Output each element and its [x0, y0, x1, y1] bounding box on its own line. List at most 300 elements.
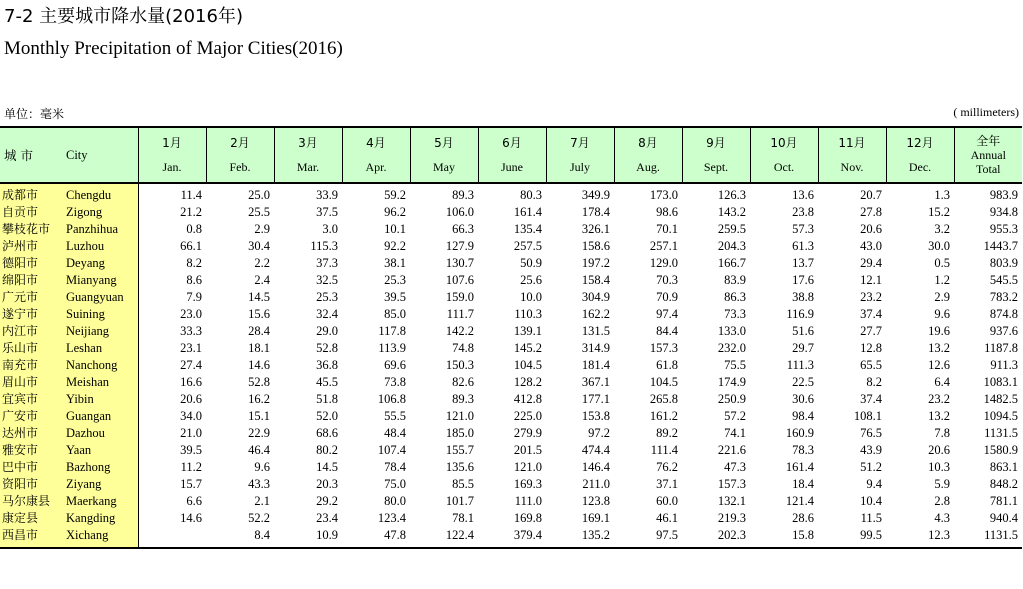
city-name-english: Xichang	[62, 527, 138, 548]
total-label-en-annual: Annual	[970, 148, 1006, 162]
city-name-english: Mianyang	[62, 272, 138, 289]
monthly-value: 4.3	[934, 511, 950, 525]
month-label-en: Feb.	[229, 160, 251, 174]
city-name-chinese: 自贡市	[0, 204, 62, 221]
monthly-value: 162.2	[581, 307, 610, 321]
monthly-value: 20.7	[860, 188, 882, 202]
monthly-value: 279.9	[513, 426, 542, 440]
city-name-english: Panzhihua	[62, 221, 138, 238]
monthly-value	[138, 527, 206, 548]
monthly-value: 16.6	[180, 375, 202, 389]
table-row	[0, 357, 1022, 374]
monthly-value: 55.5	[384, 409, 406, 423]
page-title-chinese: 7-2 主要城市降水量(2016年)	[4, 6, 243, 27]
table-row	[0, 442, 1022, 459]
city-name-chinese: 广安市	[0, 408, 62, 425]
monthly-value: 85.5	[452, 477, 474, 491]
table-row	[0, 272, 1022, 289]
city-name-english: Maerkang	[62, 493, 138, 510]
monthly-value: 10.0	[520, 290, 542, 304]
table-header	[0, 127, 1022, 183]
monthly-value: 123.8	[581, 494, 610, 508]
monthly-value: 12.8	[860, 341, 882, 355]
monthly-value: 14.5	[248, 290, 270, 304]
monthly-value: 18.1	[248, 341, 270, 355]
month-label-en: Apr.	[365, 160, 387, 174]
table-row	[0, 323, 1022, 340]
monthly-value: 80.0	[384, 494, 406, 508]
monthly-value: 128.2	[513, 375, 542, 389]
annual-total-value: 783.2	[989, 290, 1018, 304]
monthly-value: 157.3	[717, 477, 746, 491]
monthly-value: 98.4	[792, 409, 814, 423]
city-name-chinese: 内江市	[0, 323, 62, 340]
monthly-value: 89.3	[452, 188, 474, 202]
monthly-value: 30.6	[792, 392, 814, 406]
annual-total-value: 863.1	[989, 460, 1018, 474]
annual-total-value: 1131.5	[984, 426, 1018, 440]
monthly-value: 250.9	[717, 392, 746, 406]
monthly-value: 29.4	[860, 256, 882, 270]
monthly-value: 28.6	[792, 511, 814, 525]
monthly-value: 7.9	[186, 290, 202, 304]
monthly-value: 113.9	[378, 341, 406, 355]
monthly-value: 111.3	[786, 358, 814, 372]
monthly-value: 15.7	[180, 477, 202, 491]
city-name-english: Leshan	[62, 340, 138, 357]
monthly-value: 15.8	[750, 527, 818, 548]
header-month-apr	[342, 127, 410, 183]
monthly-value: 121.0	[513, 460, 542, 474]
monthly-value: 121.0	[445, 409, 474, 423]
monthly-value: 29.0	[316, 324, 338, 338]
city-name-english: Kangding	[62, 510, 138, 527]
annual-total-value: 983.9	[989, 188, 1018, 202]
city-name-chinese: 雅安市	[0, 442, 62, 459]
monthly-value: 158.6	[581, 239, 610, 253]
monthly-value: 80.2	[316, 443, 338, 457]
monthly-value: 20.6	[180, 392, 202, 406]
monthly-value: 204.3	[717, 239, 746, 253]
city-name-chinese: 德阳市	[0, 255, 62, 272]
monthly-value: 73.8	[384, 375, 406, 389]
monthly-value: 181.4	[581, 358, 610, 372]
monthly-value: 43.9	[860, 443, 882, 457]
monthly-value: 202.3	[682, 527, 750, 548]
monthly-value: 37.1	[656, 477, 678, 491]
table-body	[0, 183, 1022, 548]
month-label-cn: 6月	[502, 136, 522, 150]
monthly-value: 133.0	[717, 324, 746, 338]
month-label-cn: 5月	[434, 136, 454, 150]
monthly-value: 52.8	[248, 375, 270, 389]
annual-total-value: 937.6	[989, 324, 1018, 338]
city-name-english: Dazhou	[62, 425, 138, 442]
monthly-value: 61.3	[792, 239, 814, 253]
month-label-cn: 9月	[706, 136, 726, 150]
city-name-english: Zigong	[62, 204, 138, 221]
monthly-value: 117.8	[378, 324, 406, 338]
monthly-value: 219.3	[717, 511, 746, 525]
annual-total-value: 848.2	[989, 477, 1018, 491]
monthly-value: 39.5	[180, 443, 202, 457]
header-annual-total	[954, 127, 1022, 183]
month-label-cn: 7月	[570, 136, 590, 150]
monthly-value: 46.4	[248, 443, 270, 457]
monthly-value: 97.2	[588, 426, 610, 440]
monthly-value: 107.6	[445, 273, 474, 287]
monthly-value: 11.5	[860, 511, 882, 525]
annual-total-value: 1187.8	[984, 341, 1018, 355]
monthly-value: 11.4	[180, 188, 202, 202]
monthly-value: 75.5	[724, 358, 746, 372]
monthly-value: 68.6	[316, 426, 338, 440]
monthly-value: 14.6	[248, 358, 270, 372]
table-row	[0, 374, 1022, 391]
monthly-value: 21.0	[180, 426, 202, 440]
monthly-value: 52.8	[316, 341, 338, 355]
monthly-value: 23.0	[180, 307, 202, 321]
monthly-value: 11.2	[180, 460, 202, 474]
annual-total-value: 874.8	[989, 307, 1018, 321]
monthly-value: 145.2	[513, 341, 542, 355]
monthly-value: 27.8	[860, 205, 882, 219]
monthly-value: 34.0	[180, 409, 202, 423]
monthly-value: 43.0	[860, 239, 882, 253]
header-month-oct	[750, 127, 818, 183]
city-name-chinese: 达州市	[0, 425, 62, 442]
monthly-value: 1.2	[934, 273, 950, 287]
monthly-value: 111.4	[650, 443, 678, 457]
monthly-value: 108.1	[853, 409, 882, 423]
city-name-chinese: 马尔康县	[0, 493, 62, 510]
monthly-value: 18.4	[792, 477, 814, 491]
monthly-value: 74.8	[452, 341, 474, 355]
monthly-value: 169.3	[513, 477, 542, 491]
monthly-value: 30.0	[928, 239, 950, 253]
monthly-value: 23.1	[180, 341, 202, 355]
monthly-value: 150.3	[445, 358, 474, 372]
monthly-value: 25.0	[248, 188, 270, 202]
table-row	[0, 476, 1022, 493]
monthly-value: 45.5	[316, 375, 338, 389]
monthly-value: 20.6	[860, 222, 882, 236]
monthly-value: 74.1	[724, 426, 746, 440]
city-name-english: Chengdu	[62, 183, 138, 204]
city-name-chinese: 乐山市	[0, 340, 62, 357]
monthly-value: 10.9	[274, 527, 342, 548]
header-month-july	[546, 127, 614, 183]
city-name-chinese: 遂宁市	[0, 306, 62, 323]
monthly-value: 96.2	[384, 205, 406, 219]
month-label-en: Mar.	[296, 160, 320, 174]
precipitation-table	[0, 126, 1022, 549]
monthly-value: 23.2	[860, 290, 882, 304]
monthly-value: 161.2	[649, 409, 678, 423]
monthly-value: 86.3	[724, 290, 746, 304]
city-name-chinese: 宜宾市	[0, 391, 62, 408]
month-label-cn: 3月	[298, 136, 318, 150]
monthly-value: 155.7	[445, 443, 474, 457]
monthly-value: 61.8	[656, 358, 678, 372]
monthly-value: 70.3	[656, 273, 678, 287]
monthly-value: 412.8	[513, 392, 542, 406]
monthly-value: 143.2	[717, 205, 746, 219]
monthly-value: 2.1	[254, 494, 270, 508]
annual-total-value: 1083.1	[983, 375, 1018, 389]
monthly-value: 304.9	[581, 290, 610, 304]
table-row	[0, 238, 1022, 255]
monthly-value: 97.4	[656, 307, 678, 321]
table-row	[0, 340, 1022, 357]
city-name-english: Deyang	[62, 255, 138, 272]
monthly-value: 69.6	[384, 358, 406, 372]
monthly-value: 131.5	[581, 324, 610, 338]
monthly-value: 3.2	[934, 222, 950, 236]
monthly-value: 201.5	[513, 443, 542, 457]
header-month-aug	[614, 127, 682, 183]
month-label-en: Aug.	[636, 160, 660, 174]
header-month-june	[478, 127, 546, 183]
monthly-value: 130.7	[445, 256, 474, 270]
monthly-value: 379.4	[478, 527, 546, 548]
table-row	[0, 221, 1022, 238]
monthly-value: 259.5	[717, 222, 746, 236]
monthly-value: 153.8	[581, 409, 610, 423]
monthly-value: 52.0	[316, 409, 338, 423]
month-label-en: May	[433, 160, 455, 174]
monthly-value: 37.4	[860, 307, 882, 321]
monthly-value: 78.4	[384, 460, 406, 474]
monthly-value: 27.4	[180, 358, 202, 372]
monthly-value: 22.5	[792, 375, 814, 389]
monthly-value: 33.9	[316, 188, 338, 202]
monthly-value: 21.2	[180, 205, 202, 219]
monthly-value: 122.4	[410, 527, 478, 548]
monthly-value: 169.1	[581, 511, 610, 525]
city-name-english: Suining	[62, 306, 138, 323]
monthly-value: 92.2	[384, 239, 406, 253]
table-row	[0, 527, 1022, 548]
monthly-value: 101.7	[445, 494, 474, 508]
monthly-value: 221.6	[717, 443, 746, 457]
monthly-value: 76.2	[656, 460, 678, 474]
monthly-value: 39.5	[384, 290, 406, 304]
monthly-value: 84.4	[656, 324, 678, 338]
monthly-value: 15.2	[928, 205, 950, 219]
table-row	[0, 408, 1022, 425]
monthly-value: 32.5	[316, 273, 338, 287]
monthly-value: 23.4	[316, 511, 338, 525]
city-name-english: Neijiang	[62, 323, 138, 340]
monthly-value: 37.4	[860, 392, 882, 406]
monthly-value: 37.3	[316, 256, 338, 270]
monthly-value: 78.3	[792, 443, 814, 457]
monthly-value: 15.6	[248, 307, 270, 321]
header-month-may	[410, 127, 478, 183]
month-label-en: Sept.	[703, 160, 729, 174]
monthly-value: 66.1	[180, 239, 202, 253]
monthly-value: 51.6	[792, 324, 814, 338]
monthly-value: 8.4	[206, 527, 274, 548]
annual-total-value: 955.3	[989, 222, 1018, 236]
monthly-value: 13.2	[928, 409, 950, 423]
annual-total-value: 911.3	[990, 358, 1018, 372]
monthly-value: 50.9	[520, 256, 542, 270]
month-label-cn: 8月	[638, 136, 658, 150]
monthly-value: 78.1	[452, 511, 474, 525]
monthly-value: 12.6	[928, 358, 950, 372]
monthly-value: 265.8	[649, 392, 678, 406]
monthly-value: 10.1	[384, 222, 406, 236]
annual-total-value: 781.1	[989, 494, 1018, 508]
table-row	[0, 510, 1022, 527]
monthly-value: 257.5	[513, 239, 542, 253]
monthly-value: 32.4	[316, 307, 338, 321]
monthly-value: 314.9	[581, 341, 610, 355]
monthly-value: 173.0	[649, 188, 678, 202]
city-name-chinese: 广元市	[0, 289, 62, 306]
header-month-dec	[886, 127, 954, 183]
header-month-nov	[818, 127, 886, 183]
monthly-value: 160.9	[785, 426, 814, 440]
monthly-value: 20.3	[316, 477, 338, 491]
month-label-en: June	[501, 160, 523, 174]
monthly-value: 98.6	[656, 205, 678, 219]
header-month-mar	[274, 127, 342, 183]
monthly-value: 132.1	[717, 494, 746, 508]
header-row	[0, 127, 1022, 183]
monthly-value: 38.8	[792, 290, 814, 304]
monthly-value: 14.6	[180, 511, 202, 525]
city-name-english: Yibin	[62, 391, 138, 408]
monthly-value: 225.0	[513, 409, 542, 423]
monthly-value: 43.3	[248, 477, 270, 491]
monthly-value: 135.4	[513, 222, 542, 236]
table-row	[0, 306, 1022, 323]
monthly-value: 178.4	[581, 205, 610, 219]
month-label-cn: 1月	[162, 136, 182, 150]
table-row	[0, 391, 1022, 408]
month-label-cn: 11月	[838, 136, 866, 150]
monthly-value: 52.2	[248, 511, 270, 525]
monthly-value: 161.4	[785, 460, 814, 474]
monthly-value: 8.6	[186, 273, 202, 287]
monthly-value: 197.2	[581, 256, 610, 270]
monthly-value: 19.6	[928, 324, 950, 338]
monthly-value: 115.3	[310, 239, 338, 253]
monthly-value: 12.3	[886, 527, 954, 548]
monthly-value: 20.6	[928, 443, 950, 457]
city-name-english: Yaan	[62, 442, 138, 459]
monthly-value: 89.3	[452, 392, 474, 406]
city-name-chinese: 资阳市	[0, 476, 62, 493]
monthly-value: 38.1	[384, 256, 406, 270]
monthly-value: 82.6	[452, 375, 474, 389]
annual-total-value: 1443.7	[983, 239, 1018, 253]
monthly-value: 29.2	[316, 494, 338, 508]
unit-label-chinese: 单位：毫米	[4, 107, 65, 121]
table-row	[0, 493, 1022, 510]
monthly-value: 76.5	[860, 426, 882, 440]
monthly-value: 177.1	[581, 392, 610, 406]
monthly-value: 9.6	[254, 460, 270, 474]
monthly-value: 89.2	[656, 426, 678, 440]
page-title-english: Monthly Precipitation of Major Cities(2016)	[4, 38, 343, 59]
header-month-sept	[682, 127, 750, 183]
month-label-cn: 10月	[770, 136, 798, 150]
city-name-english: Luzhou	[62, 238, 138, 255]
monthly-value: 0.8	[186, 222, 202, 236]
month-label-cn: 2月	[230, 136, 250, 150]
header-city-chinese: 城 市	[0, 127, 62, 183]
city-name-english: Bazhong	[62, 459, 138, 476]
header-month-feb	[206, 127, 274, 183]
monthly-value: 6.4	[934, 375, 950, 389]
city-name-chinese: 巴中市	[0, 459, 62, 476]
monthly-value: 12.1	[860, 273, 882, 287]
monthly-value: 23.2	[928, 392, 950, 406]
monthly-value: 23.8	[792, 205, 814, 219]
monthly-value: 123.4	[377, 511, 406, 525]
month-label-en: Oct.	[773, 160, 795, 174]
monthly-value: 135.2	[546, 527, 614, 548]
monthly-value: 127.9	[445, 239, 474, 253]
monthly-value: 15.1	[248, 409, 270, 423]
monthly-value: 8.2	[186, 256, 202, 270]
monthly-value: 159.0	[445, 290, 474, 304]
table-row	[0, 204, 1022, 221]
monthly-value: 60.0	[656, 494, 678, 508]
monthly-value: 110.3	[514, 307, 542, 321]
monthly-value: 111.7	[446, 307, 474, 321]
monthly-value: 29.7	[792, 341, 814, 355]
monthly-value: 17.6	[792, 273, 814, 287]
monthly-value: 65.5	[860, 358, 882, 372]
month-label-cn: 12月	[906, 136, 934, 150]
monthly-value: 107.4	[377, 443, 406, 457]
month-label-en: July	[569, 160, 590, 174]
monthly-value: 142.2	[445, 324, 474, 338]
city-name-chinese: 泸州市	[0, 238, 62, 255]
table-row	[0, 459, 1022, 476]
month-label-en: Nov.	[840, 160, 864, 174]
monthly-value: 57.3	[792, 222, 814, 236]
monthly-value: 75.0	[384, 477, 406, 491]
monthly-value: 104.5	[649, 375, 678, 389]
monthly-value: 2.8	[934, 494, 950, 508]
monthly-value: 73.3	[724, 307, 746, 321]
monthly-value: 33.3	[180, 324, 202, 338]
city-name-chinese: 康定县	[0, 510, 62, 527]
month-label-en: Dec.	[908, 160, 932, 174]
monthly-value: 25.5	[248, 205, 270, 219]
table-row	[0, 255, 1022, 272]
monthly-value: 135.6	[445, 460, 474, 474]
monthly-value: 232.0	[717, 341, 746, 355]
monthly-value: 10.3	[928, 460, 950, 474]
monthly-value: 51.8	[316, 392, 338, 406]
monthly-value: 106.0	[445, 205, 474, 219]
monthly-value: 25.6	[520, 273, 542, 287]
annual-total-value: 1094.5	[983, 409, 1018, 423]
monthly-value: 116.9	[786, 307, 814, 321]
annual-total-value: 545.5	[989, 273, 1018, 287]
monthly-value: 8.2	[866, 375, 882, 389]
total-label-en-total: Total	[976, 162, 1001, 176]
monthly-value: 139.1	[513, 324, 542, 338]
monthly-value: 46.1	[656, 511, 678, 525]
